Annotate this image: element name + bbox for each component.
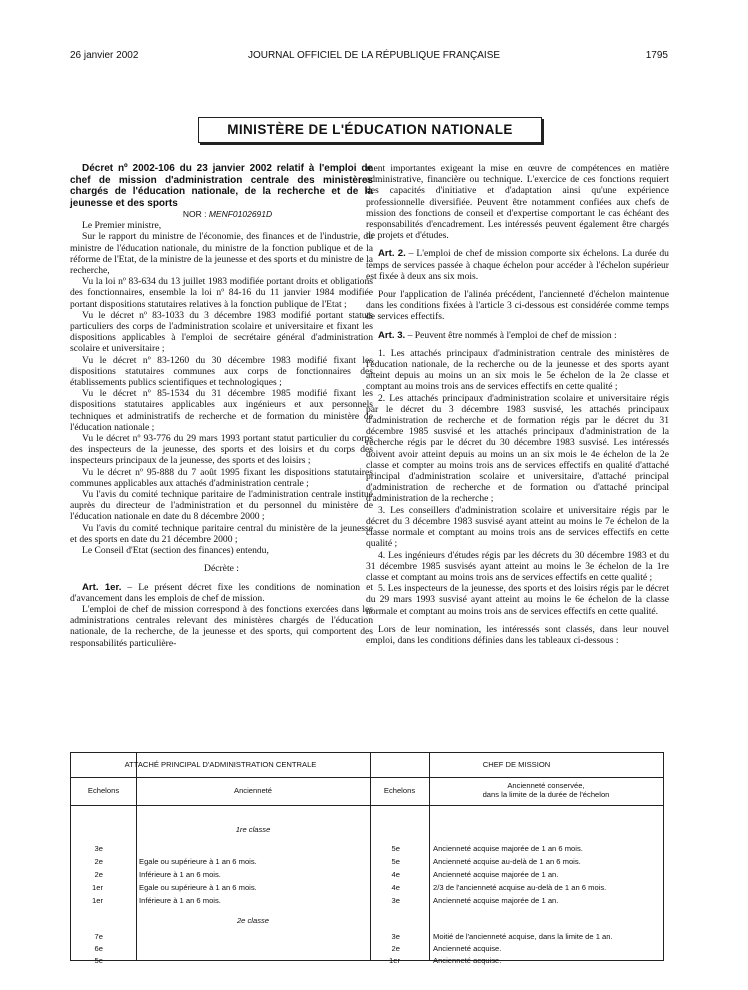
article-3-item: 5. Les inspecteurs de la jeunesse, des sports et des loisirs régis par le décret du 29 mars 1993 susvisé ayant atteint au moins le 6e échelon de la classe normale et comptant au moins trois ans de services effectifs en cette qualité. bbox=[366, 583, 669, 617]
class-heading-2: 2e classe bbox=[236, 916, 270, 925]
article-3-text: – Peuvent être nommés à l'emploi de chef de mission : bbox=[405, 329, 617, 341]
article-3-item: 3. Les conseillers d'administration scolaire et universitaire régis par le décret du 3 décembre 1983 susvisé ayant atteint au moins le 7e échelon de la classe normale et comptant au moins trois ans de services effectifs en cette qualité ; bbox=[366, 504, 669, 550]
column-header-echelons-2: Echelons bbox=[383, 786, 416, 795]
article-1-continuation: ment importantes exigeant la mise en œuvre de compétences en matière administrative, financière ou technique. L'exercice de ces fonctions requiert des capacités d'initiative et d'adaptation ainsi qu'une expérience professionnelle diversifiée. Peuvent être notamment confiées aux chefs de mission des fonctions de conseil et d'expertise comportant le cas échéant des responsabilités d'encadrement. Les intéressés peuvent également être chargés de projets et d'études. bbox=[366, 163, 669, 242]
cell-echelon-chef: 1er bbox=[389, 956, 400, 965]
article-3-label: Art. 3. bbox=[378, 329, 406, 341]
left-column bbox=[70, 163, 373, 649]
cell-anciennete: Inférieure à 1 an 6 mois. bbox=[139, 870, 221, 879]
cell-anciennete-conservee: Ancienneté acquise. bbox=[433, 944, 502, 953]
paragraph: Vu le décret nº 83-1033 du 3 décembre 1983 modifié portant statuts particuliers des corps de l'administration scolaire et universitaire et fixant les dispositions applicables à l'emploi de secrétaire général d'administration scolaire et universitaire ; bbox=[70, 309, 373, 355]
article-2-paragraph-2: Pour l'application de l'alinéa précédent, l'ancienneté d'échelon maintenue dans les conditions fixées à l'article 3 ci-dessous est considérée comme temps de services effectifs. bbox=[366, 289, 669, 323]
paragraph: Vu l'avis du comité technique paritaire central du ministère de la jeunesse et des sports en date du 21 décembre 2000 ; bbox=[70, 522, 373, 545]
paragraph: Le Premier ministre, bbox=[82, 220, 162, 232]
cell-anciennete: Egale ou supérieure à 1 an 6 mois. bbox=[139, 857, 257, 866]
cell-echelon-chef: 4e bbox=[391, 883, 400, 892]
cell-echelon-chef: 5e bbox=[391, 857, 400, 866]
cell-echelon: 5e bbox=[94, 956, 103, 965]
table-header-chef-de-mission: CHEF DE MISSION bbox=[482, 760, 551, 769]
cell-echelon: 7e bbox=[94, 932, 103, 941]
nor-reference bbox=[70, 209, 373, 220]
cell-anciennete-conservee: Ancienneté acquise au-delà de 1 an 6 mois. bbox=[433, 857, 581, 866]
paragraph: Vu le décret nº 83-1260 du 30 décembre 1983 modifié fixant les dispositions statutaires communes aux corps de fonctionnaires des établissements publics scientifiques et technologiques ; bbox=[70, 354, 373, 389]
cell-anciennete: Inférieure à 1 an 6 mois. bbox=[139, 896, 221, 905]
right-column bbox=[366, 163, 669, 646]
article-3-item: 2. Les attachés principaux d'administration scolaire et universitaire régis par le décret du 3 décembre 1983 susvisé, les attachés principaux d'administration de recherche et de formation régis par le décret du 31 décembre 1985 susvisé et les attachés principaux d'administration de la recherche régis par le décret du 30 décembre 1983 susvisé. Les intéressés doivent avoir atteint depuis au moins un an six mois le 4e échelon de la 2e classe et compter au moins trois ans de services effectifs en qualité d'attaché principal d'administration scolaire et universitaire, d'attaché principal d'administration de recherche et de formation ou d'attaché principal d'administration de la recherche ; bbox=[366, 392, 669, 505]
article-1 bbox=[70, 582, 373, 604]
cell-anciennete-conservee: Ancienneté acquise majorée de 1 an. bbox=[433, 870, 559, 879]
column-header-anciennete-conservee: Ancienneté conservée, bbox=[507, 781, 585, 790]
paragraph: Le Conseil d'Etat (section des finances) entendu, bbox=[82, 545, 269, 557]
column-header-echelons: Echelons bbox=[87, 786, 120, 795]
table-rule bbox=[71, 777, 663, 778]
cell-echelon: 1er bbox=[92, 883, 103, 892]
paragraph: Vu le décret nº 93-776 du 29 mars 1993 portant statut particulier du corps des inspecteurs de la jeunesse, des sports et des loisirs et du corps des inspecteurs principaux de la jeunesse, des sports et des loisirs ; bbox=[70, 433, 373, 467]
article-3-item: 1. Les attachés principaux d'administration centrale des ministères de l'éducation nationale, de la recherche ou de la jeunesse et des sports ayant atteint depuis au moins un an six mois le 5e échelon de la 2e classe et comptant au moins trois ans de services effectifs en cette qualité ; bbox=[366, 347, 669, 393]
cell-echelon-chef: 2e bbox=[391, 944, 400, 953]
table-rule bbox=[136, 753, 137, 960]
nor-label: NOR : bbox=[182, 209, 207, 219]
header-date: 26 janvier 2002 bbox=[70, 50, 139, 61]
header-journal: JOURNAL OFFICIEL DE LA RÉPUBLIQUE FRANÇAISE bbox=[247, 50, 501, 61]
cell-echelon: 2e bbox=[94, 870, 103, 879]
article-2-label: Art. 2. bbox=[378, 248, 406, 260]
header-page-number: 1795 bbox=[645, 50, 668, 61]
ministry-title: MINISTÈRE DE L'ÉDUCATION NATIONALE bbox=[198, 117, 542, 143]
article-1-label: Art. 1er. bbox=[82, 581, 122, 593]
cell-anciennete-conservee: Ancienneté acquise. bbox=[433, 956, 502, 965]
paragraph: Vu la loi nº 83-634 du 13 juillet 1983 modifiée portant droits et obligations des fonctionnaires, ensemble la loi nº 84-16 du 11 janvier 1984 modifiée portant dispositions statutaires relatives à la fonction publique de l'Etat ; bbox=[70, 276, 373, 310]
cell-anciennete-conservee: Moitié de l'ancienneté acquise, dans la limite de 1 an. bbox=[433, 932, 613, 941]
cell-echelon-chef: 3e bbox=[391, 896, 400, 905]
cell-anciennete: Egale ou supérieure à 1 an 6 mois. bbox=[139, 883, 257, 892]
cell-echelon: 1er bbox=[92, 896, 103, 905]
article-3-item: 4. Les ingénieurs d'études régis par les décrets du 30 décembre 1983 et du 31 décembre 1985 susvisés ayant atteint au moins le 3e échelon de la 1re classe et comptant au moins trois ans de services effectifs en cette qualité ; bbox=[366, 549, 669, 583]
paragraph: Sur le rapport du ministre de l'économie, des finances et de l'industrie, du ministre de l'éducation nationale, du ministre de la fonction publique et de la réforme de l'Etat, de la ministre de la jeunesse et des sports et du ministre de la recherche, bbox=[70, 231, 373, 277]
cell-echelon: 2e bbox=[94, 857, 103, 866]
cell-echelon-chef: 3e bbox=[391, 932, 400, 941]
article-1-text: – Le présent décret fixe les conditions de nomination et d'avancement dans les emplois de chef de mission. bbox=[70, 581, 373, 604]
column-header-anciennete: Ancienneté bbox=[234, 786, 272, 795]
table-header-attache: ATTACHÉ PRINCIPAL D'ADMINISTRATION CENTRALE bbox=[124, 760, 317, 769]
column-header-anciennete-conservee-limit: dans la limite de la durée de l'échelon bbox=[482, 790, 610, 799]
table-rule bbox=[71, 805, 663, 806]
classification-table bbox=[70, 752, 664, 965]
cell-echelon: 6e bbox=[94, 944, 103, 953]
decrete-heading: Décrète : bbox=[204, 563, 239, 575]
cell-anciennete-conservee: Ancienneté acquise majorée de 1 an 6 mois. bbox=[433, 844, 583, 853]
article-3 bbox=[366, 330, 669, 341]
article-2-text: – L'emploi de chef de mission comporte six échelons. La durée du temps de services passée à chaque échelon pour accéder à l'échelon supérieur est fixée à deux ans six mois. bbox=[366, 248, 669, 282]
cell-echelon: 3e bbox=[94, 844, 103, 853]
paragraph: Vu l'avis du comité technique paritaire de l'administration centrale institué auprès du directeur de l'administration et du personnel du ministère de l'éducation nationale en date du 8 décembre 2000 ; bbox=[70, 489, 373, 523]
paragraph: Vu le décret nº 95-888 du 7 août 1995 fixant les dispositions statutaires communes applicables aux attachés d'administration centrale ; bbox=[70, 466, 373, 489]
nor-code: MENF0102691D bbox=[208, 209, 273, 219]
cell-anciennete-conservee: Ancienneté acquise majorée de 1 an. bbox=[433, 896, 559, 905]
final-paragraph: Lors de leur nomination, les intéressés sont classés, dans leur nouvel emploi, dans les conditions définies dans les tableaux ci-dessous : bbox=[366, 623, 669, 646]
article-2 bbox=[366, 248, 669, 282]
cell-echelon-chef: 4e bbox=[391, 870, 400, 879]
class-heading-1: 1re classe bbox=[235, 825, 271, 834]
decree-title: Décret nº 2002-106 du 23 janvier 2002 relatif à l'emploi de chef de mission d'administration centrale des ministères chargés de l'éducation nationale, de la recherche et de la jeunesse et des sports bbox=[70, 163, 373, 209]
article-1-paragraph-2: L'emploi de chef de mission correspond à des fonctions exercées dans les administrations centrales relevant des ministères chargés de l'éducation nationale, de la recherche, de la jeunesse et des sports, qui comportent des responsabilités particulière- bbox=[70, 603, 373, 649]
paragraph: Vu le décret nº 85-1534 du 31 décembre 1985 modifié fixant les dispositions statutaires applicables aux ingénieurs et aux personnels techniques et administratifs de recherche et de formation du ministère de l'éducation nationale ; bbox=[70, 388, 373, 433]
cell-anciennete-conservee: 2/3 de l'ancienneté acquise au-delà de 1 an 6 mois. bbox=[433, 883, 607, 892]
cell-echelon-chef: 5e bbox=[391, 844, 400, 853]
